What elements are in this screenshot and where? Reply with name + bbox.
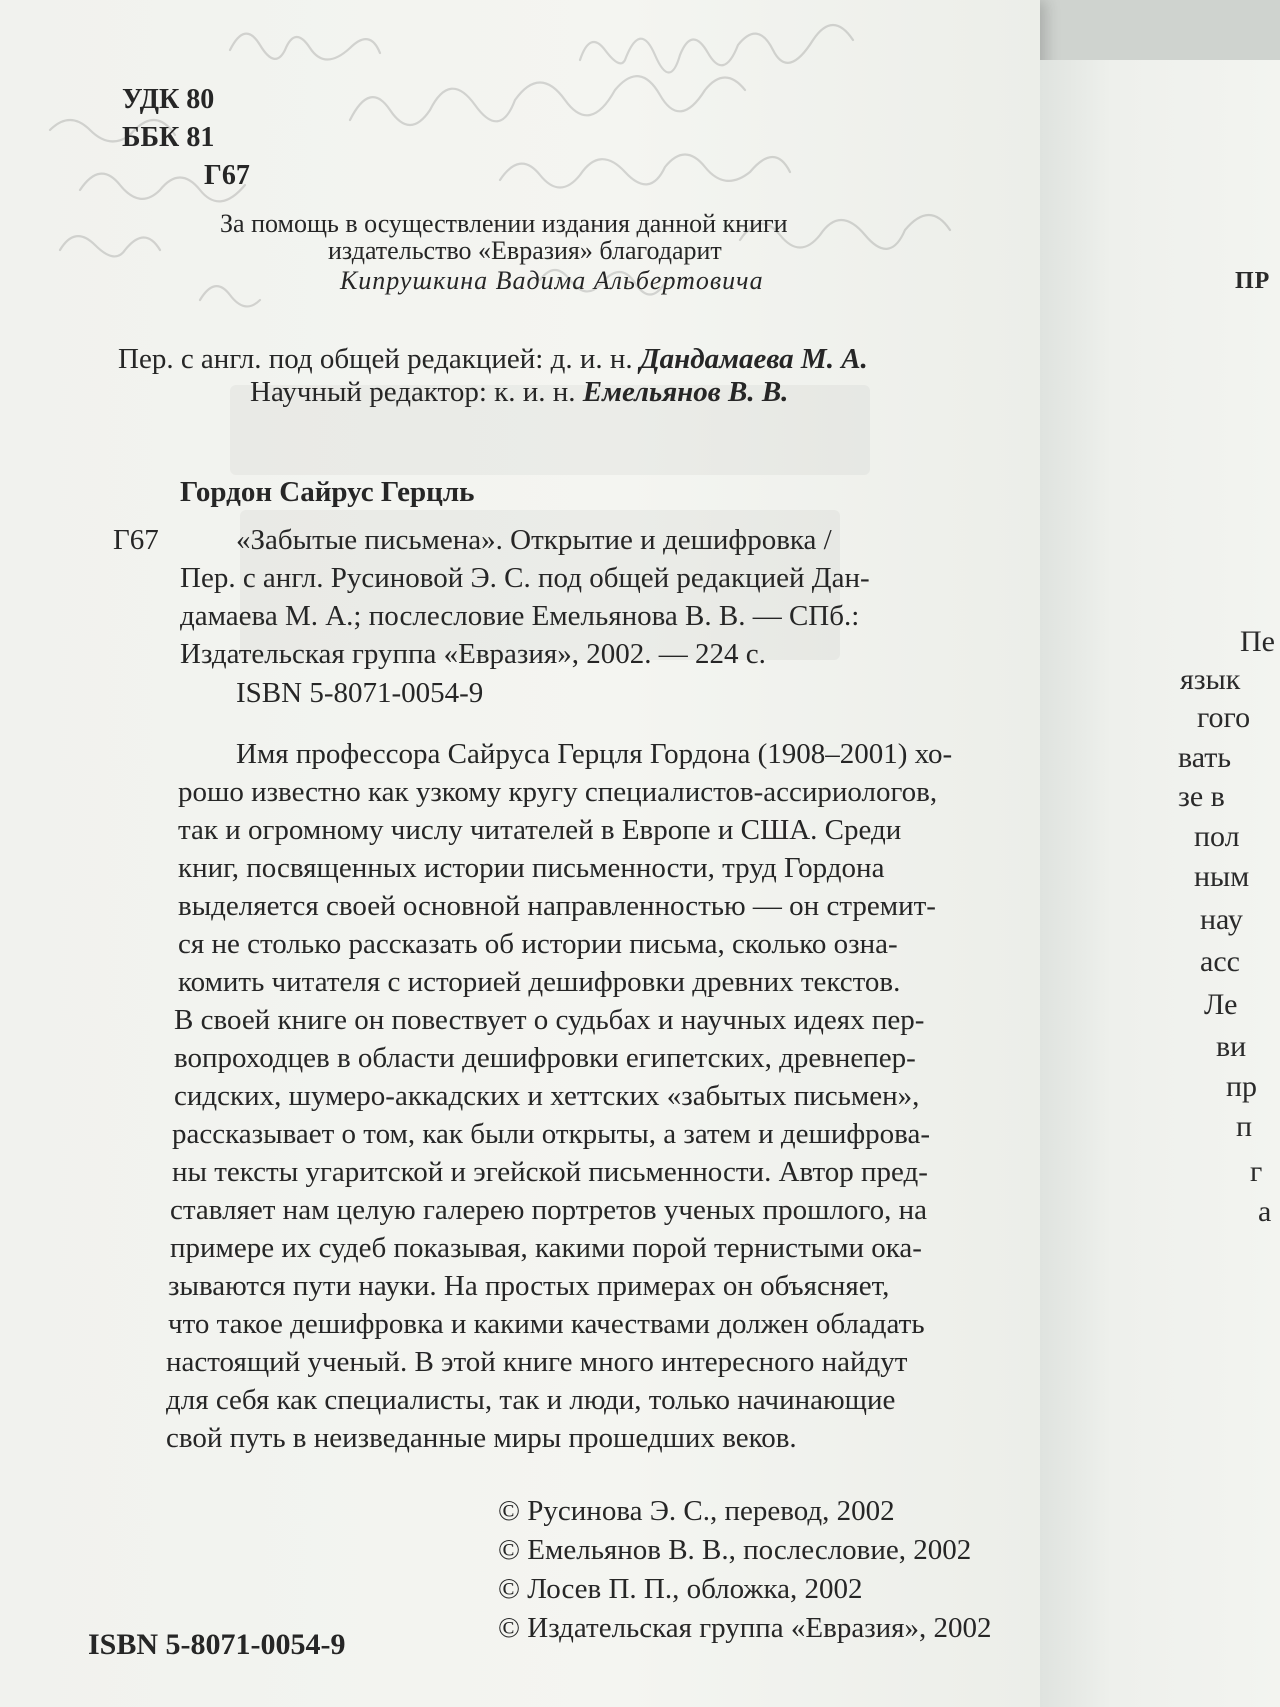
adjacent-page	[1040, 60, 1280, 1707]
abstract-line: примере их судеб показывая, какими порой тернистыми ока-	[170, 1232, 922, 1264]
abstract-line: комить читателя с историей дешифровки древних текстов.	[178, 966, 901, 998]
adjacent-page-fragment: нау	[1200, 903, 1243, 936]
udk-label: УДК 80	[122, 84, 215, 115]
copyright-line: © Издательская группа «Евразия», 2002	[498, 1612, 992, 1644]
abstract-line: настоящий ученый. В этой книге много интересного найдут	[166, 1346, 908, 1378]
scientific-editor-prefix: Научный редактор: к. и. н.	[250, 376, 576, 408]
catalog-title-line: «Забытые письмена». Открытие и дешифровка /	[236, 524, 832, 556]
editor-credit	[118, 345, 868, 374]
catalog-line: Пер. с англ. Русиновой Э. С. под общей редакцией Дан-	[180, 562, 870, 594]
abstract-line: так и огромному числу читателей в Европе и США. Среди	[178, 814, 902, 846]
catalog-line: дамаева М. А.; послесловие Емельянова В. В. — СПб.:	[180, 600, 860, 632]
bottom-isbn: ISBN 5-8071-0054-9	[88, 1628, 346, 1661]
abstract-line: Имя профессора Сайруса Герцля Гордона (1908–2001) хо-	[236, 738, 953, 770]
adjacent-page-fragment: ви	[1216, 1030, 1247, 1063]
bbk-label: ББК 81	[122, 122, 215, 153]
scientific-editor-credit	[250, 378, 788, 407]
abstract-line: вопроходцев в области дешифровки египетских, древнепер-	[174, 1042, 916, 1074]
abstract-line: свой путь в неизведанные миры прошедших веков.	[166, 1422, 797, 1454]
scientific-editor-name: Емельянов В. В.	[582, 376, 789, 408]
adjacent-page-fragment: п	[1236, 1110, 1253, 1143]
catalog-line: Издательская группа «Евразия», 2002. — 224 с.	[180, 638, 766, 670]
abstract-line: книг, посвященных истории письменности, труд Гордона	[178, 852, 885, 884]
adjacent-page-fragment: ным	[1194, 860, 1250, 893]
abstract-line: рассказывает о том, как были открыты, а затем и дешифрова-	[172, 1118, 930, 1150]
adjacent-page-fragment: а	[1258, 1195, 1272, 1228]
thanks-line-2: издательство «Евразия» благодарит	[328, 236, 722, 265]
abstract-line: что такое дешифровка и какими качествами должен обладать	[168, 1308, 925, 1340]
adjacent-page-fragment: Пе	[1240, 625, 1275, 658]
abstract-line: ся не столько рассказать об истории письма, сколько озна-	[178, 928, 898, 960]
adjacent-page-fragment: г	[1250, 1155, 1263, 1188]
catalog-isbn: ISBN 5-8071-0054-9	[236, 677, 484, 709]
adjacent-page-fragment: Ле	[1204, 988, 1238, 1021]
abstract-line: сидских, шумеро-аккадских и хеттских «забытых письмен»,	[174, 1080, 920, 1112]
editor-name: Дандамаева М. А.	[639, 343, 868, 375]
abstract-line: для себя как специалисты, так и люди, только начинающие	[166, 1384, 896, 1416]
thanks-line-1: За помощь в осуществлении издания данной книги	[220, 209, 788, 238]
abstract-line: выделяется своей основной направленностью — он стремит-	[178, 890, 936, 922]
abstract-line: ны тексты угаритской и эгейской письменности. Автор пред-	[172, 1156, 928, 1188]
editor-credit-prefix: Пер. с англ. под общей редакцией: д. и. н.	[118, 343, 633, 375]
abstract-line: ставляет нам целую галерею портретов ученых прошлого, на	[170, 1194, 927, 1226]
adjacent-page-fragment: зе в	[1178, 780, 1225, 813]
adjacent-page-title: ПР	[1235, 268, 1271, 294]
abstract-line: В своей книге он повествует о судьбах и научных идеях пер-	[174, 1004, 925, 1036]
copyright-line: © Емельянов В. В., послесловие, 2002	[498, 1534, 972, 1566]
catalog-code: Г67	[113, 524, 159, 556]
abstract-line: зываются пути науки. На простых примерах он объясняет,	[168, 1270, 890, 1302]
catalog-author: Гордон Сайрус Герцль	[180, 476, 475, 508]
adjacent-page-fragment: язык	[1180, 663, 1241, 696]
copyright-line: © Лосев П. П., обложка, 2002	[498, 1573, 863, 1605]
adjacent-page-fragment: пр	[1226, 1070, 1258, 1103]
copyright-line: © Русинова Э. С., перевод, 2002	[498, 1495, 895, 1527]
adjacent-page-fragment: асс	[1200, 945, 1240, 978]
thanks-sponsor-name: Кипрушкина Вадима Альбертовича	[340, 266, 764, 295]
classification-code: Г67	[204, 160, 250, 191]
abstract-line: рошо известно как узкому кругу специалистов-ассириологов,	[178, 776, 938, 808]
adjacent-page-fragment: гого	[1197, 701, 1251, 734]
adjacent-page-fragment: вать	[1178, 741, 1232, 774]
adjacent-page-fragment: пол	[1194, 820, 1240, 853]
